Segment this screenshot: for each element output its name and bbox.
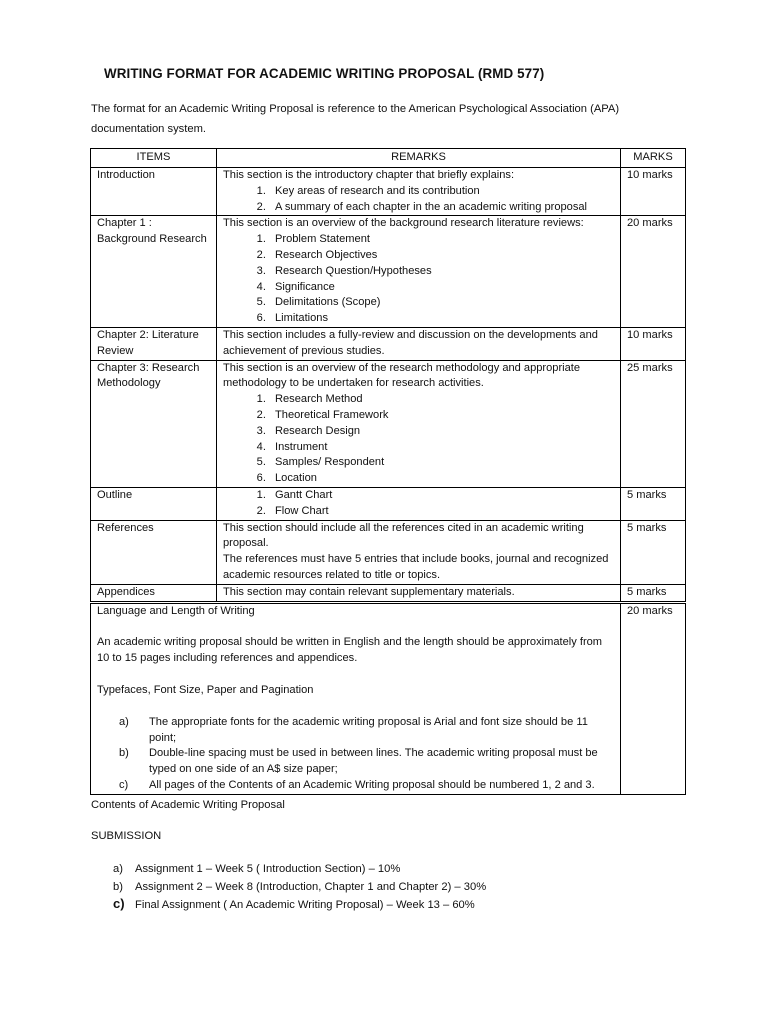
marks-language: 20 marks: [621, 602, 686, 794]
list-item: 1. Problem Statement: [269, 232, 614, 248]
remark-text: This section is the introductory chapter that briefly explains:: [223, 169, 515, 181]
table-row: [91, 360, 686, 487]
table-row: [91, 520, 686, 584]
submission-heading: SUBMISSION: [91, 830, 162, 842]
typefaces-heading: Typefaces, Font Size, Paper and Pagination: [97, 683, 314, 696]
item-outline: Outline: [91, 487, 217, 520]
remarks-chapter1: [217, 216, 621, 328]
language-heading: Language and Length of Writing: [97, 604, 255, 617]
list-text: Assignment 2 – Week 8 (Introduction, Chapter 1 and Chapter 2) – 30%: [135, 881, 487, 893]
list-item: 3. Research Design: [269, 424, 614, 440]
list-item: [119, 778, 614, 794]
list-item: 1. Gantt Chart: [269, 488, 614, 504]
remarks-chapter2: This section includes a fully-review and discussion on the developments and achievement of previous studies.: [217, 327, 621, 360]
item-chapter2: Chapter 2: Literature Review: [91, 327, 217, 360]
list-item: 3. Research Question/Hypotheses: [269, 264, 614, 280]
marks-introduction: 10 marks: [621, 168, 686, 216]
marks-chapter1: 20 marks: [621, 216, 686, 328]
list-item: 2. Flow Chart: [269, 504, 614, 520]
language-cell: [91, 602, 621, 794]
list-marker: a): [113, 863, 123, 875]
item-appendices: Appendices: [91, 584, 217, 602]
item-introduction: Introduction: [91, 168, 217, 216]
document-title: WRITING FORMAT FOR ACADEMIC WRITING PROPOSAL (RMD 577): [104, 66, 545, 81]
typefaces-list: [97, 715, 614, 794]
table-header-row: [91, 149, 686, 168]
list-text: Assignment 1 – Week 5 ( Introduction Section) – 10%: [135, 863, 401, 875]
list-item: [113, 860, 486, 878]
list-item: [113, 878, 486, 896]
list-item: 1. Key areas of research and its contribution: [269, 184, 614, 200]
list-item: 2. Research Objectives: [269, 248, 614, 264]
header-remarks: REMARKS: [217, 149, 621, 168]
remarks-appendices: This section may contain relevant supplementary materials.: [217, 584, 621, 602]
remarks-introduction: [217, 168, 621, 216]
item-chapter3: Chapter 3: Research Methodology: [91, 360, 217, 487]
remark-list: [223, 184, 614, 216]
list-item: 5. Delimitations (Scope): [269, 295, 614, 311]
list-item: 4. Significance: [269, 280, 614, 296]
table-row: [91, 327, 686, 360]
list-item: 4. Instrument: [269, 440, 614, 456]
remark-list: [223, 488, 614, 520]
table-row: [91, 168, 686, 216]
marks-chapter3: 25 marks: [621, 360, 686, 487]
marks-references: 5 marks: [621, 520, 686, 584]
remark-text: This section is an overview of the background research literature reviews:: [223, 217, 584, 230]
list-item: 1. Research Method: [269, 392, 614, 408]
list-item: 2. Theoretical Framework: [269, 408, 614, 424]
contents-caption: Contents of Academic Writing Proposal: [91, 799, 285, 811]
remark-list: [223, 392, 614, 487]
table-row: [91, 602, 686, 794]
marks-chapter2: 10 marks: [621, 327, 686, 360]
list-item: 5. Samples/ Respondent: [269, 455, 614, 471]
list-item: 6. Limitations: [269, 311, 614, 327]
format-table: [90, 148, 686, 795]
list-text: Final Assignment ( An Academic Writing Proposal) – Week 13 – 60%: [135, 899, 475, 911]
list-text: The appropriate fonts for the academic writing proposal is Arial and font size should be 11 point;: [149, 715, 588, 744]
remark-list: [223, 232, 614, 327]
header-marks: MARKS: [621, 149, 686, 168]
list-marker: b): [113, 881, 123, 893]
list-item: 6. Location: [269, 471, 614, 487]
list-item: [113, 896, 486, 914]
list-item: [119, 746, 614, 778]
list-marker: b): [119, 747, 129, 760]
table-row: [91, 487, 686, 520]
intro-paragraph: The format for an Academic Writing Proposal is reference to the American Psychological Association (APA) documentation system.: [91, 103, 620, 135]
list-marker: a): [119, 715, 129, 728]
remarks-chapter3: [217, 360, 621, 487]
list-marker: c): [119, 778, 129, 791]
table-row: [91, 216, 686, 328]
item-chapter1: Chapter 1 : Background Research: [91, 216, 217, 328]
submission-list: [113, 860, 486, 914]
remark-text: This section is an overview of the research methodology and appropriate methodology to be undertaken for research activities.: [223, 361, 581, 390]
item-references: References: [91, 520, 217, 584]
remarks-outline: [217, 487, 621, 520]
table-row: [91, 584, 686, 602]
list-marker: c): [113, 896, 125, 911]
remark-text: This section should include all the references cited in an academic writing proposal.: [223, 521, 584, 550]
remark-text: The references must have 5 entries that include books, journal and recognized academic resources related to title or topics.: [223, 553, 609, 581]
list-text: Double-line spacing must be used in between lines. The academic writing proposal must be typed on one side of an A$ size paper;: [149, 747, 598, 776]
marks-outline: 5 marks: [621, 487, 686, 520]
language-paragraph: An academic writing proposal should be written in English and the length should be approximately from 10 to 15 pages including references and appendices.: [97, 636, 603, 665]
list-text: All pages of the Contents of an Academic Writing proposal should be numbered 1, 2 and 3.: [149, 778, 595, 791]
marks-appendices: 5 marks: [621, 584, 686, 602]
list-item: [119, 715, 614, 747]
list-item: 2. A summary of each chapter in the an academic writing proposal: [269, 200, 614, 216]
remarks-references: [217, 520, 621, 584]
header-items: ITEMS: [91, 149, 217, 168]
